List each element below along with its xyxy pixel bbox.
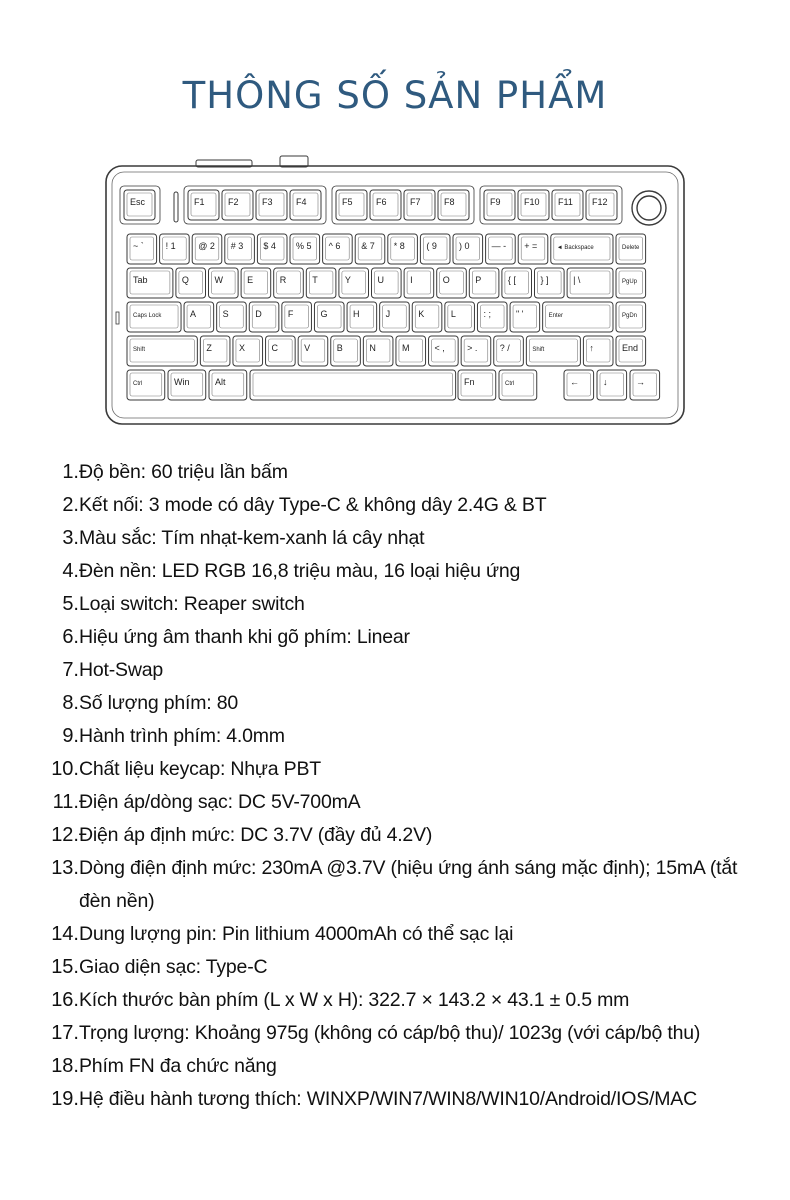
key <box>209 370 247 400</box>
spec-number: 15. <box>51 956 79 978</box>
spec-item <box>40 753 760 786</box>
key-label: > . <box>467 343 478 353</box>
key-label: ! 1 <box>165 241 176 251</box>
key <box>314 302 344 332</box>
key <box>347 302 377 332</box>
key-label: F6 <box>376 197 387 207</box>
spec-text: Độ bền: 60 triệu lần bấm <box>79 461 288 483</box>
spec-item <box>40 621 760 654</box>
key-label: I <box>410 275 413 285</box>
key-label: G <box>320 309 328 319</box>
key-label: U <box>377 275 384 285</box>
spec-text: Loại switch: Reaper switch <box>79 593 305 615</box>
key-label: X <box>238 343 245 353</box>
spec-number: 16. <box>51 989 79 1011</box>
key-label: Delete <box>622 245 640 251</box>
key-label: ( 9 <box>426 241 437 251</box>
spec-text: Giao diện sạc: Type-C <box>79 956 268 978</box>
key-label: Q <box>181 275 189 285</box>
spec-text: Màu sắc: Tím nhạt-kem-xanh lá cây nhạt <box>79 527 425 549</box>
key <box>616 268 646 298</box>
key-label: < , <box>434 343 445 353</box>
key-label: R <box>279 275 287 285</box>
spec-item <box>40 522 760 555</box>
key <box>616 336 646 366</box>
key-label: ^ 6 <box>328 241 341 251</box>
key <box>518 234 548 264</box>
key <box>597 370 627 400</box>
key-label: P <box>475 275 482 285</box>
key <box>543 302 613 332</box>
key <box>209 268 239 298</box>
spec-item <box>40 852 760 918</box>
key-label: K <box>418 309 425 319</box>
key <box>127 302 181 332</box>
key <box>336 190 367 220</box>
key-label: $ 4 <box>263 241 276 251</box>
key <box>494 336 524 366</box>
key-label: F10 <box>524 197 540 207</box>
spec-text: Trọng lượng: Khoảng 975g (không có cáp/bộ thu)/ 1023g (với cáp/bộ thu) <box>79 1022 701 1044</box>
key-label: F12 <box>592 197 608 207</box>
key <box>176 268 206 298</box>
key-label: + = <box>524 241 538 251</box>
spec-number: 18. <box>51 1055 79 1077</box>
spec-number: 5. <box>62 593 79 615</box>
key-label: Z <box>206 343 212 353</box>
key <box>372 268 402 298</box>
spec-text: Kích thước bàn phím (L x W x H): 322.7 × 143.2 × 43.1 ± 0.5 mm <box>79 989 630 1011</box>
key-label: Ctrl <box>133 381 143 387</box>
spec-text: Hiệu ứng âm thanh khi gõ phím: Linear <box>79 626 410 648</box>
key <box>127 234 157 264</box>
spec-number: 17. <box>51 1022 79 1044</box>
keyboard-outline <box>100 152 690 432</box>
key <box>290 234 320 264</box>
key-label: # 3 <box>230 241 244 251</box>
key <box>502 268 532 298</box>
key-label: T <box>312 275 318 285</box>
spec-item <box>40 1017 760 1050</box>
spec-number: 4. <box>62 560 79 582</box>
key-label: F8 <box>444 197 455 207</box>
key-label: @ 2 <box>198 241 215 251</box>
page-title: THÔNG SỐ SẢN PHẨM <box>182 74 608 117</box>
spec-text: Dung lượng pin: Pin lithium 4000mAh có thể sạc lại <box>79 923 514 945</box>
key-label: PgUp <box>622 279 638 285</box>
key <box>217 302 247 332</box>
key-label: H <box>353 309 360 319</box>
key <box>486 234 516 264</box>
spec-text: Điện áp định mức: DC 3.7V (đầy đủ 4.2V) <box>79 824 433 846</box>
spec-number: 8. <box>62 692 79 714</box>
key <box>306 268 336 298</box>
key <box>225 234 255 264</box>
key <box>396 336 426 366</box>
key <box>323 234 353 264</box>
key <box>535 268 565 298</box>
key-label: D <box>255 309 262 319</box>
key <box>160 234 190 264</box>
key <box>233 336 263 366</box>
key-label: % 5 <box>296 241 312 251</box>
spec-text: Hành trình phím: 4.0mm <box>79 725 285 747</box>
key <box>188 190 219 220</box>
key <box>370 190 401 220</box>
spec-item <box>40 951 760 984</box>
key-label: ↑ <box>589 343 594 353</box>
key-label: F1 <box>194 197 205 207</box>
key <box>461 336 491 366</box>
spec-number: 2. <box>62 494 79 516</box>
key <box>526 336 580 366</box>
spec-text: Chất liệu keycap: Nhựa PBT <box>79 758 321 780</box>
spec-number: 19. <box>51 1088 79 1110</box>
key-label: Shift <box>532 347 545 353</box>
key-label: N <box>369 343 376 353</box>
spec-item <box>40 456 760 489</box>
spec-item <box>40 555 760 588</box>
spec-item <box>40 654 760 687</box>
key <box>256 190 287 220</box>
key <box>200 336 230 366</box>
key-label: J <box>385 309 391 319</box>
spec-text: Hệ điều hành tương thích: WINXP/WIN7/WIN8/WIN10/Android/IOS/MAC <box>79 1088 697 1110</box>
key <box>127 268 173 298</box>
spec-number: 9. <box>62 725 79 747</box>
key <box>438 190 469 220</box>
spec-item <box>40 1083 760 1116</box>
key-label: Shift <box>133 347 146 353</box>
spec-number: 11. <box>52 791 79 813</box>
key <box>429 336 459 366</box>
key-label: M <box>401 343 410 353</box>
key <box>458 370 496 400</box>
spec-text: Hot-Swap <box>79 659 164 681</box>
key <box>127 336 197 366</box>
spec-item <box>40 819 760 852</box>
key <box>469 268 499 298</box>
key <box>355 234 385 264</box>
key-label: F7 <box>410 197 421 207</box>
key <box>616 302 646 332</box>
key <box>499 370 537 400</box>
key <box>241 268 271 298</box>
key-label: F5 <box>342 197 353 207</box>
spec-number: 6. <box>62 626 79 648</box>
spec-number: 12. <box>51 824 79 846</box>
key <box>250 370 456 400</box>
key-label: F9 <box>490 197 501 207</box>
key <box>388 234 418 264</box>
key-label: ← <box>570 377 579 387</box>
key-label: V <box>304 343 311 353</box>
keyboard-diagram <box>100 152 690 432</box>
key-label: F <box>287 309 294 319</box>
spec-number: 14. <box>51 923 79 945</box>
key <box>630 370 660 400</box>
spec-item <box>40 720 760 753</box>
key <box>266 336 296 366</box>
spec-item <box>40 489 760 522</box>
key <box>437 268 467 298</box>
key-label: F11 <box>558 197 573 207</box>
key <box>404 190 435 220</box>
key-label: A <box>190 309 197 319</box>
spec-item <box>40 984 760 1017</box>
key <box>298 336 328 366</box>
key <box>168 370 206 400</box>
spec-item <box>40 918 760 951</box>
key <box>445 302 475 332</box>
key-label: ◄ Backspace <box>556 245 594 251</box>
spec-number: 13. <box>51 857 79 879</box>
key <box>274 268 304 298</box>
key-label: F3 <box>262 197 273 207</box>
key <box>477 302 507 332</box>
key-label: End <box>622 343 639 353</box>
key-label: PgDn <box>622 313 638 319</box>
key-label: Win <box>174 377 190 387</box>
spec-text: Kết nối: 3 mode có dây Type-C & không dây 2.4G & BT <box>79 494 547 516</box>
spec-number: 1. <box>62 461 79 483</box>
key-label: O <box>442 275 450 285</box>
key <box>404 268 434 298</box>
key-label: & 7 <box>361 241 375 251</box>
spec-number: 3. <box>62 527 79 549</box>
key-label: Ctrl <box>505 381 515 387</box>
spec-text: Dòng điện định mức: 230mA @3.7V (hiệu ứng ánh sáng mặc định); 15mA (tắt đèn nền) <box>79 857 738 912</box>
side-marker <box>116 312 119 324</box>
key <box>616 234 646 264</box>
key <box>420 234 450 264</box>
key <box>552 190 583 220</box>
key <box>510 302 540 332</box>
key <box>567 268 613 298</box>
spec-item <box>40 786 760 819</box>
spec-list <box>40 456 760 1116</box>
key-label: B <box>336 343 343 353</box>
key-label: W <box>214 275 223 285</box>
key-label: E <box>247 275 254 285</box>
key-label: * 8 <box>393 241 405 251</box>
key <box>290 190 321 220</box>
spec-number: 7. <box>62 659 79 681</box>
key-label: ? / <box>499 343 510 353</box>
key-label: Alt <box>215 377 226 387</box>
spec-item <box>40 1050 760 1083</box>
key-label: ) 0 <box>459 241 470 251</box>
key <box>339 268 369 298</box>
key <box>564 370 594 400</box>
key <box>380 302 410 332</box>
key <box>282 302 312 332</box>
key <box>484 190 515 220</box>
spec-text: Đèn nền: LED RGB 16,8 triệu màu, 16 loại hiệu ứng <box>79 560 521 582</box>
volume-knob-inner <box>637 196 661 220</box>
key-label: Enter <box>548 313 563 319</box>
key-label: Fn <box>464 377 475 387</box>
key <box>222 190 253 220</box>
key-label: Y <box>344 275 351 285</box>
key-label: Esc <box>130 197 146 207</box>
key <box>257 234 287 264</box>
key-label: " ' <box>516 309 524 319</box>
key-label: C <box>271 343 279 353</box>
key-label: → <box>636 377 645 387</box>
key-label: ↓ <box>603 377 608 387</box>
key-label: Caps Lock <box>133 313 162 319</box>
key <box>518 190 549 220</box>
key-label: L <box>450 309 456 319</box>
key <box>331 336 361 366</box>
key-label: — - <box>491 241 507 251</box>
spec-text: Điện áp/dòng sạc: DC 5V-700mA <box>79 791 361 813</box>
key-label: { [ <box>507 275 516 285</box>
key <box>551 234 613 264</box>
key-label: | \ <box>573 275 581 285</box>
spec-item <box>40 687 760 720</box>
key <box>127 370 165 400</box>
key <box>586 190 617 220</box>
key-label: : ; <box>483 309 491 319</box>
key-label: S <box>222 309 229 319</box>
key <box>124 190 155 220</box>
spec-text: Phím FN đa chức năng <box>79 1055 277 1077</box>
key <box>453 234 483 264</box>
spec-number: 10. <box>51 758 79 780</box>
key-label: Tab <box>133 275 148 285</box>
key-label: } ] <box>540 275 549 285</box>
key <box>412 302 442 332</box>
indicator-bar <box>174 192 178 222</box>
key <box>249 302 279 332</box>
key-label: F4 <box>296 197 307 207</box>
key <box>363 336 393 366</box>
key <box>583 336 613 366</box>
key-label: F2 <box>228 197 239 207</box>
key-label: ~ ` <box>133 241 144 251</box>
key <box>184 302 214 332</box>
key <box>192 234 222 264</box>
spec-text: Số lượng phím: 80 <box>79 692 239 714</box>
spec-item <box>40 588 760 621</box>
